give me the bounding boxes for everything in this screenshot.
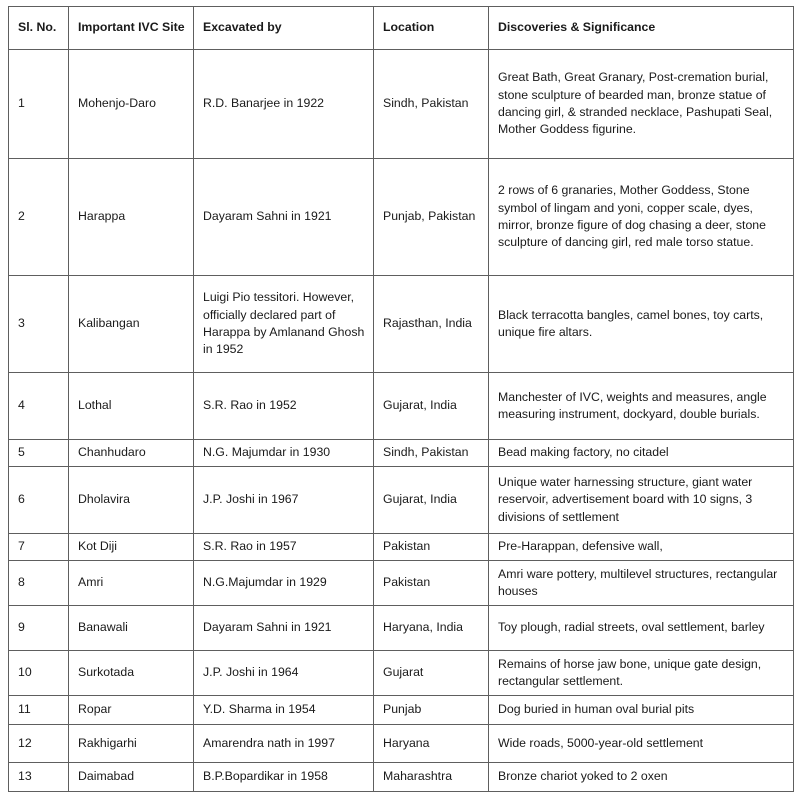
cell-discoveries: Manchester of IVC, weights and measures, angle measuring instrument, dockyard, double burials. bbox=[489, 373, 794, 440]
cell-discoveries: Remains of horse jaw bone, unique gate design, rectangular settlement. bbox=[489, 651, 794, 696]
cell-sl-no: 1 bbox=[9, 50, 69, 159]
column-header-important-ivc-site: Important IVC Site bbox=[69, 7, 194, 50]
cell-discoveries: Black terracotta bangles, camel bones, toy carts, unique fire altars. bbox=[489, 276, 794, 373]
cell-site: Harappa bbox=[69, 159, 194, 276]
cell-sl-no: 6 bbox=[9, 467, 69, 534]
cell-location: Gujarat, India bbox=[374, 373, 489, 440]
cell-discoveries: Unique water harnessing structure, giant water reservoir, advertisement board with 10 signs, 3 divisions of settlement bbox=[489, 467, 794, 534]
cell-sl-no: 5 bbox=[9, 440, 69, 467]
table-header-row bbox=[9, 7, 794, 50]
cell-location: Gujarat bbox=[374, 651, 489, 696]
cell-location: Maharashtra bbox=[374, 763, 489, 792]
table-row bbox=[9, 651, 794, 696]
cell-discoveries: Toy plough, radial streets, oval settlement, barley bbox=[489, 606, 794, 651]
cell-sl-no: 9 bbox=[9, 606, 69, 651]
cell-discoveries: Dog buried in human oval burial pits bbox=[489, 696, 794, 725]
cell-site: Kalibangan bbox=[69, 276, 194, 373]
cell-sl-no: 13 bbox=[9, 763, 69, 792]
cell-location: Haryana, India bbox=[374, 606, 489, 651]
cell-excavated-by: N.G. Majumdar in 1930 bbox=[194, 440, 374, 467]
cell-location: Punjab bbox=[374, 696, 489, 725]
cell-excavated-by: Amarendra nath in 1997 bbox=[194, 725, 374, 763]
ivc-sites-table-container bbox=[8, 6, 793, 792]
cell-excavated-by: J.P. Joshi in 1964 bbox=[194, 651, 374, 696]
cell-excavated-by: Dayaram Sahni in 1921 bbox=[194, 159, 374, 276]
cell-excavated-by: N.G.Majumdar in 1929 bbox=[194, 561, 374, 606]
cell-discoveries: Great Bath, Great Granary, Post-cremation burial, stone sculpture of bearded man, bronze statue of dancing girl, & stranded necklace, Pashupati Seal, Mother Goddess figurine. bbox=[489, 50, 794, 159]
table-row bbox=[9, 606, 794, 651]
cell-location: Pakistan bbox=[374, 561, 489, 606]
table-row bbox=[9, 534, 794, 561]
column-header-sl-no: Sl. No. bbox=[9, 7, 69, 50]
cell-discoveries: Bead making factory, no citadel bbox=[489, 440, 794, 467]
cell-site: Mohenjo-Daro bbox=[69, 50, 194, 159]
cell-excavated-by: Luigi Pio tessitori. However, officially declared part of Harappa by Amlanand Ghosh in 1952 bbox=[194, 276, 374, 373]
cell-sl-no: 7 bbox=[9, 534, 69, 561]
cell-location: Punjab, Pakistan bbox=[374, 159, 489, 276]
cell-excavated-by: Dayaram Sahni in 1921 bbox=[194, 606, 374, 651]
cell-site: Amri bbox=[69, 561, 194, 606]
cell-site: Daimabad bbox=[69, 763, 194, 792]
cell-location: Rajasthan, India bbox=[374, 276, 489, 373]
cell-sl-no: 2 bbox=[9, 159, 69, 276]
table-row bbox=[9, 440, 794, 467]
cell-discoveries: Pre-Harappan, defensive wall, bbox=[489, 534, 794, 561]
table-row bbox=[9, 159, 794, 276]
cell-excavated-by: R.D. Banarjee in 1922 bbox=[194, 50, 374, 159]
table-row bbox=[9, 467, 794, 534]
cell-discoveries: Wide roads, 5000-year-old settlement bbox=[489, 725, 794, 763]
table-row bbox=[9, 763, 794, 792]
cell-location: Pakistan bbox=[374, 534, 489, 561]
table-row bbox=[9, 696, 794, 725]
cell-sl-no: 8 bbox=[9, 561, 69, 606]
table-row bbox=[9, 561, 794, 606]
cell-location: Haryana bbox=[374, 725, 489, 763]
table-row bbox=[9, 50, 794, 159]
cell-excavated-by: S.R. Rao in 1957 bbox=[194, 534, 374, 561]
cell-site: Banawali bbox=[69, 606, 194, 651]
column-header-excavated-by: Excavated by bbox=[194, 7, 374, 50]
cell-site: Chanhudaro bbox=[69, 440, 194, 467]
table-row bbox=[9, 373, 794, 440]
cell-excavated-by: Y.D. Sharma in 1954 bbox=[194, 696, 374, 725]
cell-site: Surkotada bbox=[69, 651, 194, 696]
cell-site: Lothal bbox=[69, 373, 194, 440]
cell-discoveries: 2 rows of 6 granaries, Mother Goddess, Stone symbol of lingam and yoni, copper scale, dyes, mirror, bronze figure of dog chasing a deer, stone sculpture of dancing girl, red male torso statue. bbox=[489, 159, 794, 276]
cell-location: Gujarat, India bbox=[374, 467, 489, 534]
ivc-sites-table bbox=[8, 6, 794, 792]
cell-excavated-by: J.P. Joshi in 1967 bbox=[194, 467, 374, 534]
table-body bbox=[9, 50, 794, 792]
cell-sl-no: 3 bbox=[9, 276, 69, 373]
cell-site: Rakhigarhi bbox=[69, 725, 194, 763]
cell-site: Kot Diji bbox=[69, 534, 194, 561]
column-header-discoveries-significance: Discoveries & Significance bbox=[489, 7, 794, 50]
table-row bbox=[9, 725, 794, 763]
cell-discoveries: Bronze chariot yoked to 2 oxen bbox=[489, 763, 794, 792]
cell-excavated-by: S.R. Rao in 1952 bbox=[194, 373, 374, 440]
table-header bbox=[9, 7, 794, 50]
table-row bbox=[9, 276, 794, 373]
cell-site: Ropar bbox=[69, 696, 194, 725]
cell-location: Sindh, Pakistan bbox=[374, 50, 489, 159]
cell-location: Sindh, Pakistan bbox=[374, 440, 489, 467]
cell-sl-no: 10 bbox=[9, 651, 69, 696]
cell-discoveries: Amri ware pottery, multilevel structures, rectangular houses bbox=[489, 561, 794, 606]
cell-excavated-by: B.P.Bopardikar in 1958 bbox=[194, 763, 374, 792]
cell-sl-no: 12 bbox=[9, 725, 69, 763]
cell-site: Dholavira bbox=[69, 467, 194, 534]
column-header-location: Location bbox=[374, 7, 489, 50]
cell-sl-no: 4 bbox=[9, 373, 69, 440]
cell-sl-no: 11 bbox=[9, 696, 69, 725]
